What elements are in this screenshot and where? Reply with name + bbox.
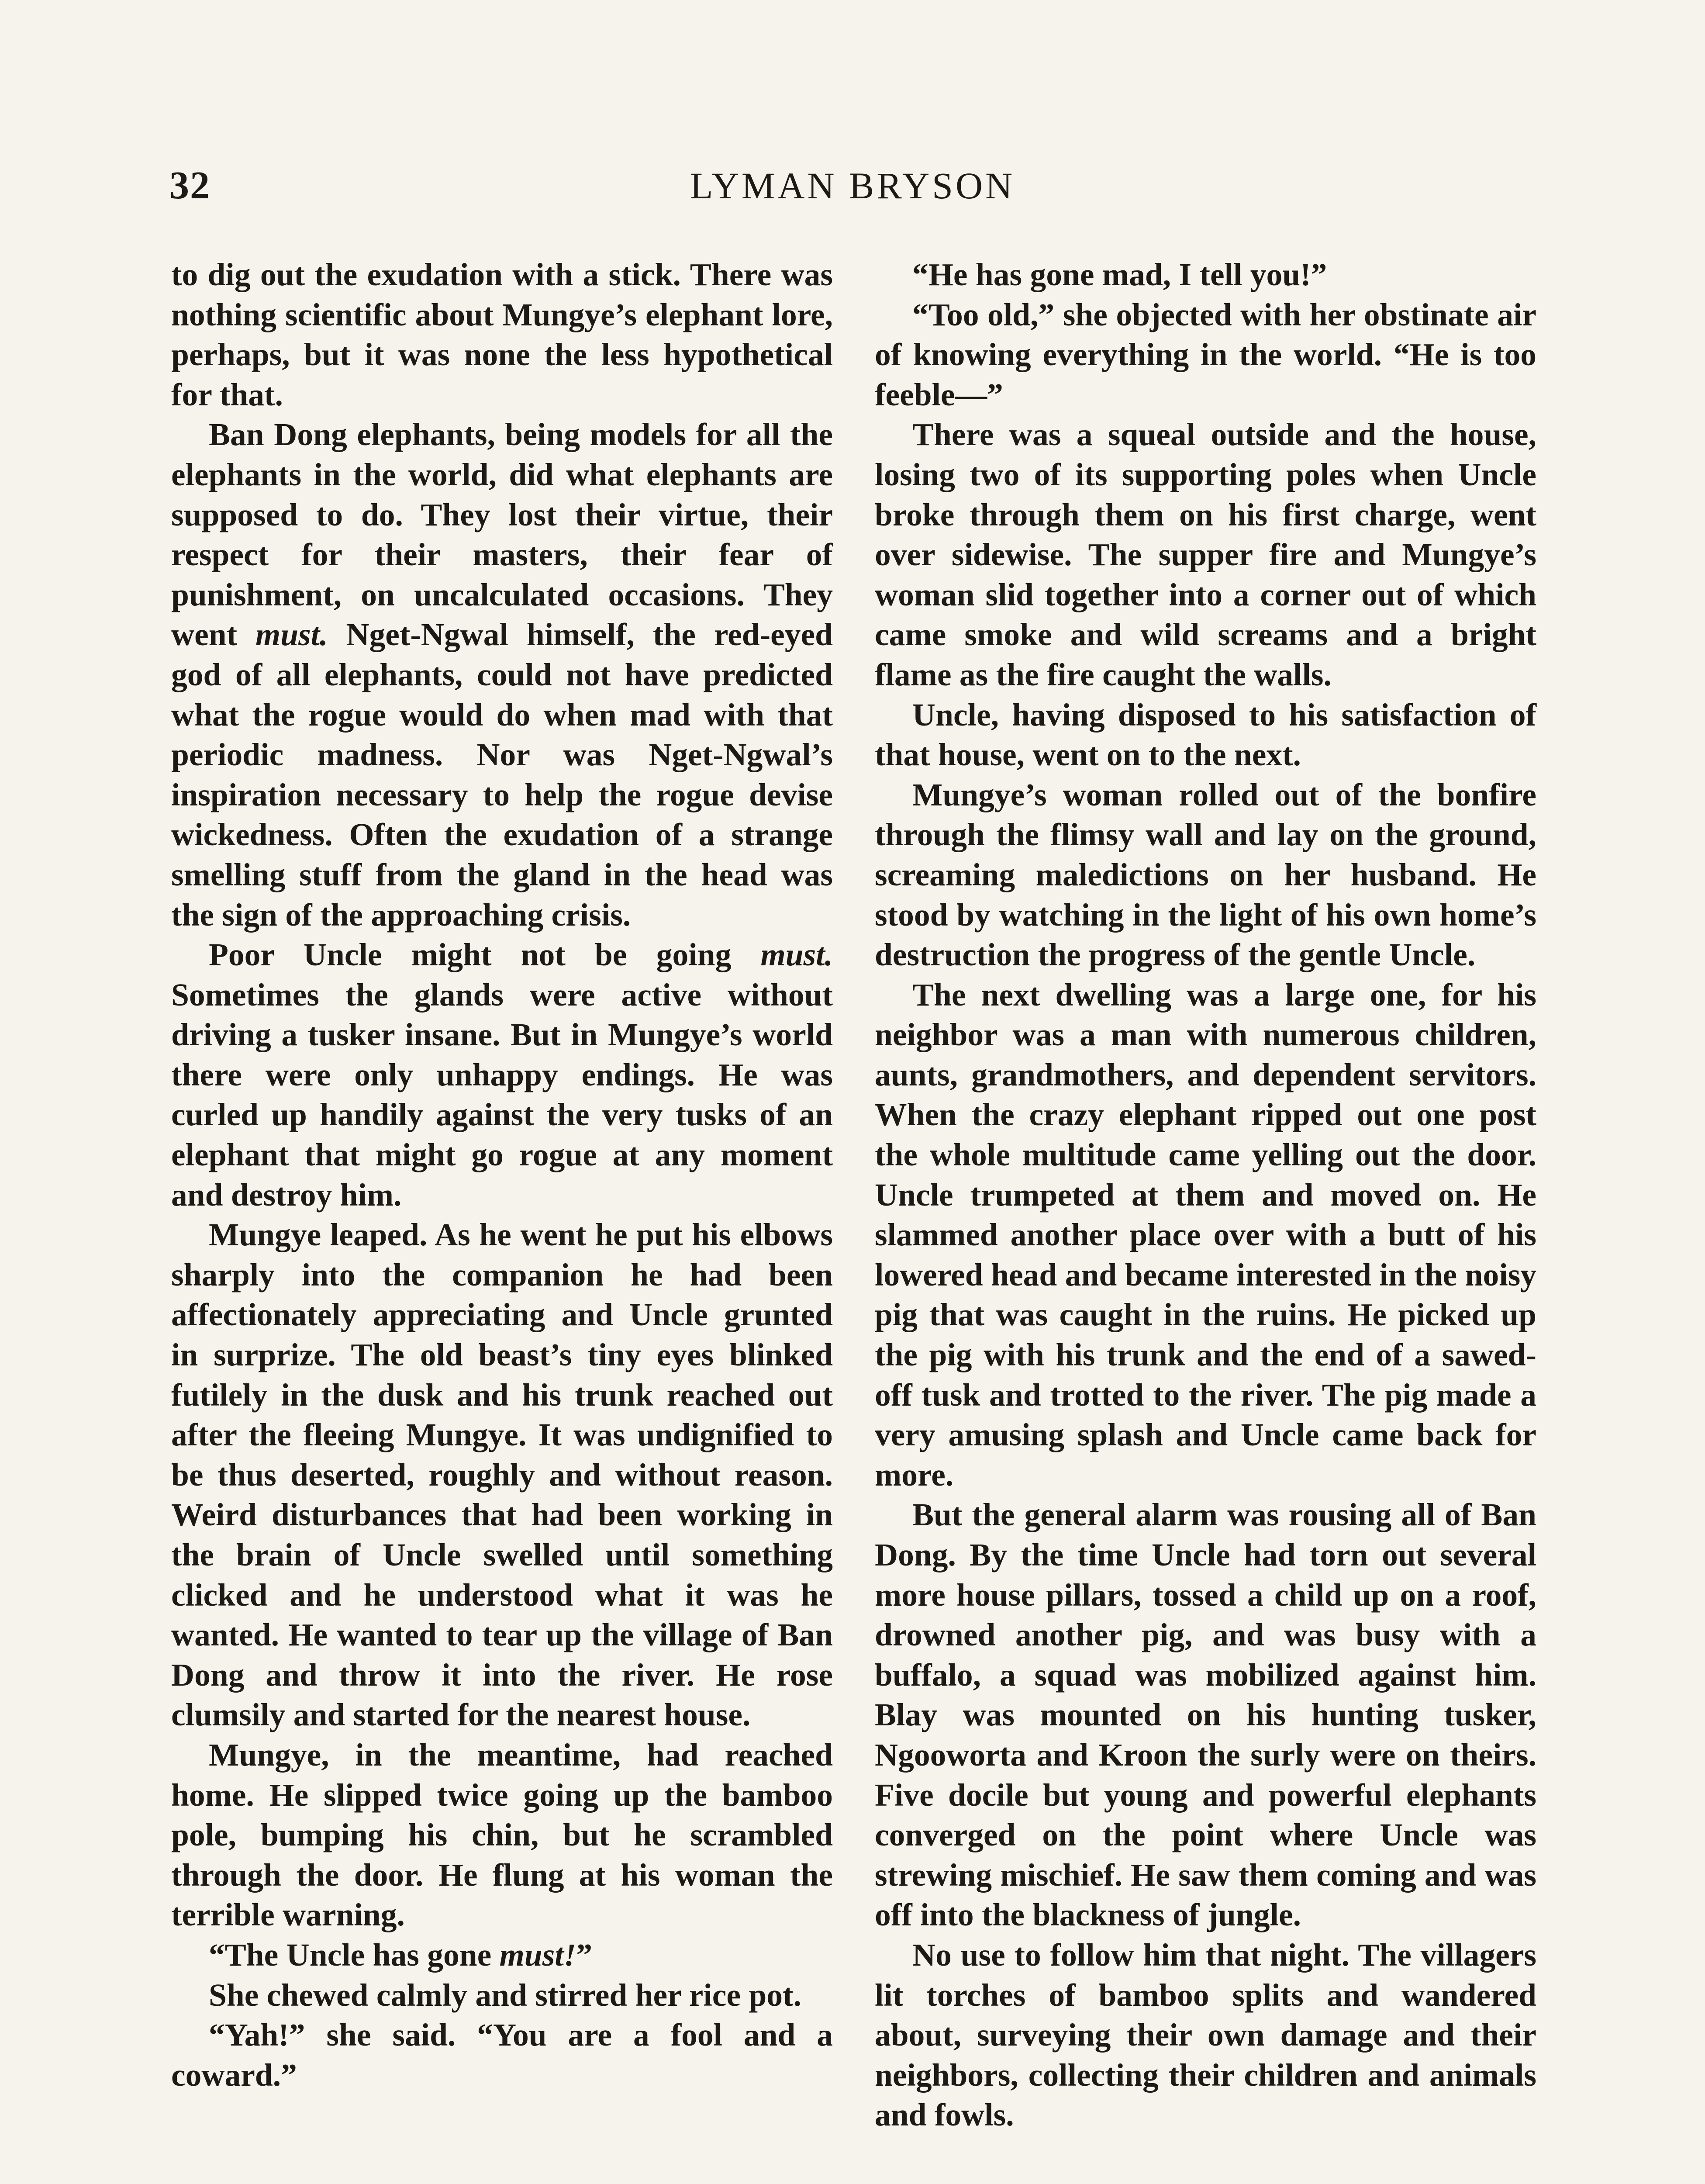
paragraph xyxy=(875,975,1536,1495)
paragraph xyxy=(875,415,1536,695)
page-header xyxy=(0,162,1705,210)
paragraph-text: The next dwelling was a large one, for his neighbor was a man with numerous children, aunts, grandmothers, and dependent servitors. When the crazy elephant ripped out one post the whole multitude came yelling out the door. Uncle trumpeted at them and moved on. He slammed another place over with a butt of his lowered head and became interested in the noisy pig that was caught in the ruins. He picked up the pig with his trunk and the end of a sawed-off tusk and trotted to the river. The pig made a very amusing splash and Uncle came back for more. xyxy=(875,977,1536,1493)
paragraph xyxy=(875,775,1536,975)
paragraph-text: Uncle, having disposed to his satisfaction of that house, went on to the next. xyxy=(875,697,1536,773)
italic-word: must. xyxy=(760,937,833,973)
paragraph-text: ” xyxy=(576,1937,593,1973)
paragraph-text: But the general alarm was rousing all of Ban Dong. By the time Uncle had torn out several more house pillars, tossed a child up on a roof, drowned another pig, and was busy with a buffalo, a squad was mobilized against him. Blay was mounted on his hunting tusker, Ngooworta and Kroon the surly were on theirs. Five docile but young and powerful elephants converged on the point where Uncle was strewing mischief. He saw them coming and was off into the blackness of jungle. xyxy=(875,1497,1536,1933)
paragraph-text: “Too old,” she objected with her obstinate air of knowing everything in the world. “He is too feeble—” xyxy=(875,297,1536,412)
italic-word: must! xyxy=(499,1937,576,1973)
paragraph xyxy=(171,2015,833,2095)
paragraph-text: Mungye’s woman rolled out of the bonfire through the flimsy wall and lay on the ground, screaming maledictions on her husband. He stood by watching in the light of his own home’s destruction the progress of the gentle Uncle. xyxy=(875,777,1536,973)
paragraph-text: “He has gone mad, I tell you!” xyxy=(912,257,1327,292)
paragraph xyxy=(171,935,833,1215)
paragraph-text: There was a squeal outside and the house, losing two of its supporting poles when Uncle broke through them on his first charge, went over sidewise. The supper fire and Mungye’s woman slid together into a corner out of which came smoke and wild screams and a bright flame as the fire caught the walls. xyxy=(875,417,1536,692)
paragraph xyxy=(875,1935,1536,2135)
paragraph xyxy=(171,1735,833,1935)
paragraph-text: “The Uncle has gone xyxy=(209,1937,500,1973)
paragraph xyxy=(875,255,1536,295)
paragraph-text: Mungye, in the meantime, had reached home. He slipped twice going up the bamboo pole, bumping his chin, but he scrambled through the door. He flung at his woman the terrible warning. xyxy=(171,1737,833,1933)
paragraph xyxy=(875,1495,1536,1935)
paragraph-text: Nget-Ngwal himself, the red-eyed god of all elephants, could not have predicted what the rogue would do when mad with that periodic madness. Nor was Nget-Ngwal’s inspiration necessary to help the rogue devise wickedness. Often the exudation of a strange smelling stuff from the gland in the head was the sign of the approaching crisis. xyxy=(171,617,833,933)
paragraph-text: Ban Dong elephants, being models for all the elephants in the world, did what elephants are supposed to do. They lost their virtue, their respect for their masters, their fear of punishment, on uncalculated occasions. They went xyxy=(171,417,833,653)
paragraph-text: No use to follow him that night. The villagers lit torches of bamboo splits and wandered about, surveying their own damage and their neighbors, collecting their children and animals and fowls. xyxy=(875,1937,1536,2133)
page-number: 32 xyxy=(169,164,211,207)
paragraph xyxy=(171,415,833,935)
paragraph-text: Sometimes the glands were active without driving a tusker insane. But in Mungye’s world there were only unhappy endings. He was curled up handily against the very tusks of an elephant that might go rogue at any moment and destroy him. xyxy=(171,977,833,1213)
paragraph-text: Mungye leaped. As he went he put his elbows sharply into the companion he had been affectionately appreciating and Uncle grunted in surprize. The old beast’s tiny eyes blinked futilely in the dusk and his trunk reached out after the fleeing Mungye. It was undignified to be thus deserted, roughly and without reason. Weird disturbances that had been working in the brain of Uncle swelled until something clicked and he understood what it was he wanted. He wanted to tear up the village of Ban Dong and throw it into the river. He rose clumsily and started for the nearest house. xyxy=(171,1217,833,1733)
paragraph xyxy=(171,1935,833,1975)
running-head: LYMAN BRYSON xyxy=(690,165,1015,207)
paragraph-text: She chewed calmly and stirred her rice pot. xyxy=(209,1977,801,2013)
right-text-column xyxy=(875,255,1536,2135)
paragraph xyxy=(171,1975,833,2015)
paragraph xyxy=(171,255,833,415)
paragraph xyxy=(171,1215,833,1735)
italic-word: must. xyxy=(255,617,328,653)
paragraph-text: to dig out the exudation with a stick. There was nothing scientific about Mungye’s elephant lore, perhaps, but it was none the less hypothetical for that. xyxy=(171,257,833,412)
paragraph xyxy=(875,695,1536,775)
left-text-column xyxy=(171,255,833,2095)
paragraph-text: “Yah!” she said. “You are a fool and a coward.” xyxy=(171,2017,833,2093)
paragraph-text: Poor Uncle might not be going xyxy=(209,937,761,973)
paragraph xyxy=(875,295,1536,415)
